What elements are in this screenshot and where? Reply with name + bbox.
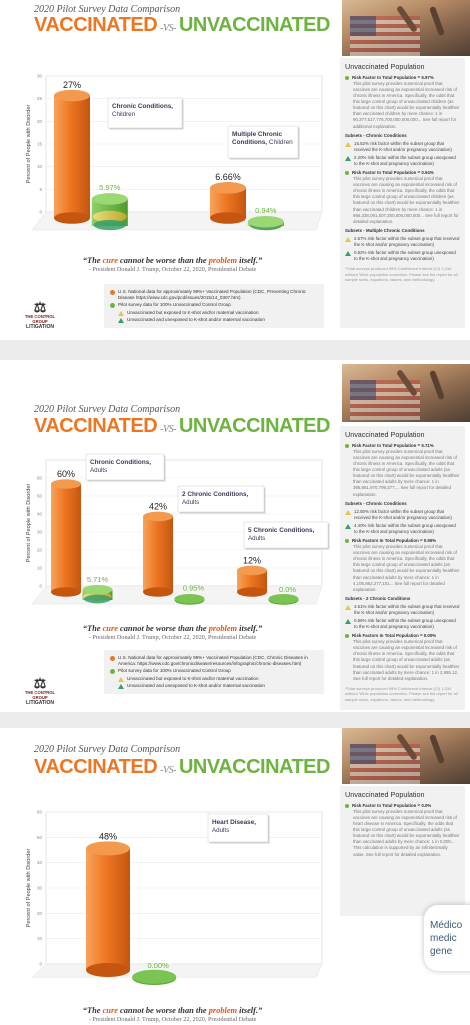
- value-label-vaccinated: 48%: [98, 831, 118, 842]
- category-label: Chronic Conditions,: [90, 459, 152, 466]
- category-label: Chronic Conditions,: [112, 103, 174, 110]
- y-tick-label: 10: [36, 164, 42, 170]
- panel-paragraph-1: This pilot survey provides numerical proof that vaccines are causing an exponential increased risk of chronic illness in America. Specifically, the odds that this large control group of unvaccinated adults (as featured on this chart) would be exponentially healthier than vaccinated adults by mere chance: 1 in 395,861,970,799,377,... See full report for detailed explanation.: [353, 449, 460, 497]
- category-sublabel: Adults: [212, 827, 230, 834]
- legend-vaccinated: U.S. National data for approximately 99%+ Vaccinated Population (CDC, Preventing Chronic Disease https://www.cdc.gov/pcd/issues/2015/14_0307.htm): [118, 289, 306, 301]
- value-label-unvaccinated: 0.00%: [147, 960, 169, 970]
- chart-1: [10, 62, 335, 250]
- value-label-unvaccinated: 0.95%: [182, 583, 205, 593]
- chart-1-svg: [10, 62, 335, 250]
- litigation-logo: ⚖ THE CONTROL GROUP LITIGATION: [24, 299, 56, 330]
- subset-4: 0.56% risk factor within the subset group unexposed to the K-shot and pregnancy vaccination): [354, 617, 456, 630]
- slide-heading: [34, 415, 330, 438]
- category-label: Heart Disease,: [212, 819, 257, 826]
- category-sublabel: Adults: [248, 535, 266, 542]
- bar-vaccinated-top: [210, 182, 246, 194]
- unvaccinated-panel: [340, 786, 465, 916]
- bar-subset-unexposed: [94, 220, 126, 230]
- heading-vaccinated: VACCINATED: [34, 415, 158, 437]
- panel-fine-print: *Total surveys produced 99% Confidence Interval (CI) 1,034 without 'Wide population correction. Please see full report for all sample sizes, equations, values, and methodology.: [345, 266, 458, 283]
- panel-subhead-1: Subsets - Chronic Conditions: [345, 132, 407, 138]
- panel-paragraph-1: This pilot survey provides numerical proof that vaccines are causing an exponential increased risk of chronic illness in America. Specifically, the odds that this large control group of unvaccinated children (as featured on this chart) would be exponentially healthier than vaccinated children by mere chance: 1 in 90,377,517,776,700,000,000,000... See full report for additional explanation.: [353, 81, 460, 129]
- bar-vaccinated-top: [237, 566, 267, 576]
- y-tick-label: 25: [36, 96, 42, 102]
- bar-vaccinated-top: [54, 90, 90, 102]
- bar-subset-unexposed: [84, 595, 111, 604]
- legend-sub-exposed: Unvaccinated but exposed to K-shot and/or maternal vaccination: [127, 675, 259, 681]
- quote-attribution: - President Donald J. Trump, October 22, 2020, Presidential Debate: [88, 266, 257, 273]
- bar-unvaccinated-top: [248, 216, 284, 228]
- panel-fine-print: *Total surveys produced 99% Confidence Interval (CI) 1,034 without 'Wide population correction. Please see full report for all sample sizes, equations, values, and methodology.: [345, 685, 458, 702]
- heading-vs: -VS-: [160, 424, 176, 435]
- category-sublabel: Adults: [182, 499, 200, 506]
- popup-line-3: gene: [430, 946, 453, 957]
- y-tick-label: 60: [36, 809, 42, 815]
- heading-unvaccinated: UNVACCINATED: [178, 415, 330, 437]
- panel-paragraph-2: This pilot survey provides numerical proof that vaccines are causing an exponential increased risk of chronic illness in America. Specifically, the odds that this large control group of unvaccinated children (as featured on this chart) would be exponentially healthier than vaccinated children by mere chance: 1 in 966,338,091,507,300,000,000,000... See full report for detailed explanation.: [353, 176, 460, 224]
- subset-2: 2.20% risk factor within the subset group unexposed to the K-shot and pregnancy vaccination): [354, 154, 456, 166]
- bar-vaccinated: [86, 848, 130, 970]
- quote: “The cure cannot be worse than the problem itself.” - President Donald J. Trump, October 22, 2020, Presidential Debate: [10, 624, 335, 641]
- header-photo: [342, 364, 470, 422]
- header-photo: [342, 728, 470, 784]
- y-tick-label: 20: [36, 910, 42, 916]
- bar-unvaccinated-top: [92, 193, 128, 205]
- value-label-unvaccinated: 5.71%: [86, 574, 109, 584]
- category-label: Multiple Chronic: [232, 131, 283, 138]
- bar-vaccinated-base: [86, 963, 130, 977]
- y-tick-label: 20: [36, 118, 42, 124]
- risk-factor-3: Risk Factors In Total Population = 0.00%: [352, 633, 437, 639]
- slide-heading: [34, 756, 330, 779]
- slide-title: 2020 Pilot Survey Data Comparison: [34, 4, 181, 15]
- heading-unvaccinated: UNVACCINATED: [178, 14, 330, 36]
- quote: “The cure cannot be worse than the problem itself.” - President Donald J. Trump, October 22, 2020, Presidential Debate: [10, 1006, 335, 1023]
- y-tick-label: 30: [36, 529, 42, 535]
- panel-subhead-2: Subsets - Multiple Chronic Conditions: [345, 227, 425, 233]
- subset-1: 15.52% risk factor within the subset group that received the K-shot and/or pregnancy vaccination): [354, 140, 452, 152]
- bar-vaccinated-top: [51, 479, 81, 489]
- popup-line-2: medic: [430, 933, 457, 944]
- risk-factor-1: Risk Factor In Total Population = 5.71%: [352, 442, 434, 448]
- panel-title: Unvaccinated Population: [345, 62, 425, 71]
- slide-2: [0, 360, 470, 712]
- y-tick-label: 0: [39, 583, 42, 589]
- bar-vaccinated: [54, 96, 90, 218]
- panel-subhead-2: Subsets - 2 Chronic Conditions: [345, 595, 411, 601]
- chart-legend: [104, 284, 324, 328]
- chart-3-svg: [10, 794, 335, 1006]
- panel-title: Unvaccinated Population: [345, 430, 425, 439]
- panel-paragraph-3: This pilot survey provides numerical proof that vaccines are causing an exponential increased risk of chronic illness in America. Specifically, the odds that this large control group of unvaccinated adults (as featured on this chart) would be exponentially healthier than vaccinated adults by mere chance: 1 in 2,985.12. See full report for detailed explanation.: [353, 639, 460, 681]
- slide-3: [0, 728, 470, 1025]
- y-tick-label: 40: [36, 860, 42, 866]
- slide-title: 2020 Pilot Survey Data Comparison: [34, 404, 181, 415]
- popup-line-1: Médico: [430, 920, 463, 931]
- y-tick-label: 50: [36, 834, 42, 840]
- y-tick-label: 50: [36, 493, 42, 499]
- risk-factor-2: Risk Factors In Total Population = 0.95%: [352, 538, 437, 544]
- y-tick-label: 10: [36, 565, 42, 571]
- risk-factor-1: Risk Factor In Total Population = 0.0%: [352, 802, 432, 808]
- y-tick-label: 15: [36, 141, 42, 147]
- legend-unvaccinated: Pilot survey data for 100% Unvaccinated Control Group: [118, 302, 231, 308]
- value-label-vaccinated: 60%: [56, 469, 76, 480]
- value-label-unvaccinated: 0.0%: [278, 585, 297, 595]
- slide-title: 2020 Pilot Survey Data Comparison: [34, 744, 181, 755]
- y-axis-label: Percent of People with Disorder: [26, 104, 32, 184]
- chart-legend: [104, 650, 324, 694]
- category-sublabel: Children: [112, 111, 136, 118]
- heading-vaccinated: VACCINATED: [34, 14, 158, 36]
- unvaccinated-panel: [340, 58, 465, 328]
- category-label: 5 Chronic Conditions,: [248, 527, 315, 534]
- bar-vaccinated-top: [86, 841, 130, 855]
- subset-1: 12.50% risk factor within the subset group that received the K-shot and/or pregnancy vaccination): [354, 508, 452, 520]
- panel-paragraph-1: This pilot survey provides numerical proof that vaccines are causing an exponential increased risk of heart disease in America. Specifically, the odds that this large control group of unvaccinated adults (as featured on this chart) would be exponentially healthier than vaccinated adults by mere chance: 1 in 0,000... This calculation is supported by an infinitesimally value. See full report for detailed explanation.: [353, 809, 460, 857]
- slide-1: [0, 0, 470, 340]
- y-tick-label: 0: [39, 209, 42, 215]
- legend-sub-unexposed: Unvaccinated and unexposed to K-shot and/or maternal vaccination: [127, 682, 265, 688]
- y-tick-label: 30: [36, 885, 42, 891]
- y-tick-label: 5: [39, 186, 42, 192]
- y-tick-label: 60: [36, 475, 42, 481]
- chart-floor: [32, 961, 322, 977]
- panel-paragraph-2: This pilot survey provides numerical proof that vaccines are causing an exponential increased risk of chronic illness in America. Specifically, the odds that this large control group of unvaccinated adults (as featured on this chart) would be exponentially healthier than vaccinated adults by mere chance: 1 in 4,105,862,277,101... See full report for detailed explanation.: [353, 544, 460, 592]
- legend-vaccinated: U.S. National data for approximately 99%+ Vaccinated Population (CDC, Chronic Diseases in America: https://www.cdc.gov/chronicdisease/resources/infographic/chronic-diseases.htm): [118, 655, 308, 667]
- bar-unvaccinated-top: [132, 970, 176, 984]
- subset-2: 4.40% risk factor within the subset group unexposed to the K-shot and pregnancy vaccination): [354, 522, 456, 534]
- chart-2: [10, 446, 335, 622]
- value-label-vaccinated: 27%: [62, 79, 82, 90]
- category-sublabel: Children: [268, 139, 293, 146]
- quote-attribution: - President Donald J. Trump, October 22, 2020, Presidential Debate: [88, 634, 257, 641]
- y-axis-label: Percent of People with Disorder: [26, 848, 32, 928]
- heading-vs: -VS-: [160, 765, 176, 776]
- y-tick-label: 40: [36, 511, 42, 517]
- quote: “The cure cannot be worse than the problem itself.” - President Donald J. Trump, October 22, 2020, Presidential Debate: [10, 256, 335, 273]
- y-tick-label: 0: [39, 961, 42, 967]
- bar-unvaccinated-top: [175, 594, 205, 604]
- unvaccinated-panel: [340, 426, 465, 710]
- heading-vs: -VS-: [160, 23, 176, 34]
- y-axis-label: Percent of People with Disorder: [26, 483, 32, 563]
- heading-vaccinated: VACCINATED: [34, 756, 158, 778]
- bar-vaccinated-base: [237, 587, 267, 597]
- y-tick-label: 10: [36, 936, 42, 942]
- bar-vaccinated: [143, 516, 173, 592]
- litigation-logo: ⚖ THE CONTROL GROUP LITIGATION: [24, 675, 56, 706]
- legend-unvaccinated: Pilot survey data for 100% Unvaccinated Control Group: [118, 668, 231, 674]
- value-label-vaccinated: 12%: [242, 555, 262, 566]
- bar-vaccinated-base: [143, 587, 173, 597]
- risk-factor-1: Risk Factor In Total Population = 5.97%: [352, 74, 434, 80]
- category-label: 2 Chronic Conditions,: [182, 491, 249, 498]
- y-tick-label: 30: [36, 73, 42, 79]
- subset-4: 0.52% risk factor within the subset group unexposed to the K-shot and pregnancy vaccination): [354, 249, 456, 262]
- legend-sub-exposed: Unvaccinated but exposed to K-shot and/or maternal vaccination: [127, 309, 259, 315]
- legend-sub-unexposed: Unvaccinated and unexposed to K-shot and/or maternal vaccination: [127, 316, 265, 322]
- bar-vaccinated-base: [210, 212, 246, 224]
- value-label-unvaccinated: 0.94%: [255, 205, 277, 215]
- value-label-vaccinated: 6.66%: [215, 172, 241, 183]
- panel-subhead-1: Subsets - Chronic Conditions: [345, 500, 407, 506]
- value-label-vaccinated: 42%: [148, 501, 168, 512]
- chart-3: [10, 794, 335, 1006]
- heading-unvaccinated: UNVACCINATED: [178, 756, 330, 778]
- medico-popup[interactable]: [424, 905, 470, 971]
- bar-vaccinated-base: [54, 212, 90, 224]
- y-tick-label: 20: [36, 547, 42, 553]
- chart-2-svg: [10, 446, 335, 622]
- subset-3: 3.51% risk factor within the subset group that received the K-shot and/or pregnancy vaccination): [354, 603, 460, 615]
- panel-title: Unvaccinated Population: [345, 790, 425, 799]
- quote-attribution: - President Donald J. Trump, October 22, 2020, Presidential Debate: [88, 1016, 257, 1023]
- category-sublabel: Adults: [90, 467, 108, 474]
- category-label-line2: Conditions, Children: [232, 139, 293, 146]
- bar-vaccinated: [51, 484, 81, 592]
- value-label-unvaccinated: 5.97%: [99, 183, 121, 193]
- subset-3: 2.57% risk factor within the subset group that received the K-shot and/or pregnancy vaccination): [354, 235, 460, 247]
- bar-unvaccinated-top: [269, 594, 299, 604]
- bar-vaccinated-base: [51, 587, 81, 597]
- bar-unvaccinated-top: [83, 585, 113, 595]
- header-photo: [342, 0, 470, 56]
- bar-vaccinated-top: [143, 512, 173, 522]
- risk-factor-2: Risk Factor In Total Population = 0.94%: [352, 170, 434, 176]
- slide-heading: [34, 14, 330, 37]
